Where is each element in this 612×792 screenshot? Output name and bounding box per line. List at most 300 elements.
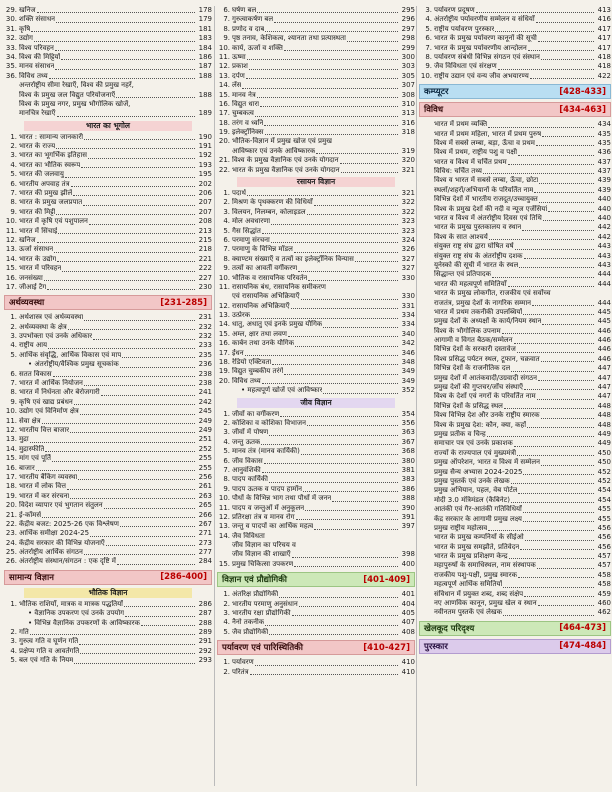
biology-list (217, 410, 415, 570)
dot-leader (341, 172, 398, 173)
entry-page: 455 (597, 505, 611, 514)
entry-number: 17. (5, 472, 17, 481)
entry-number: 11. (218, 52, 230, 61)
dot-leader (84, 139, 195, 140)
index-entry (217, 6, 415, 15)
dot-leader (271, 224, 398, 225)
entry-title: उत्प्रेरक (232, 311, 251, 320)
entry-page: 252 (198, 444, 212, 453)
entry-title: अंतर्राष्ट्रीय पर्यावरणीय सम्मेलन व संधियाँ (434, 15, 535, 24)
entry-page: 383 (401, 475, 415, 484)
entry-page: 449 (597, 439, 611, 448)
entry-title: अम्ल, क्षार तथा लवण (232, 329, 287, 338)
entry-page: 458 (597, 570, 611, 579)
entry-title: स्थलों/शहरों/अभियानों के परिवर्तित नाम (434, 185, 534, 194)
index-entry (419, 62, 611, 71)
entry-number: 22. (218, 165, 230, 174)
entry-page: 397 (401, 522, 415, 531)
entry-title: बाजार (19, 463, 35, 472)
entry-title: मोल अवधारणा (232, 217, 271, 226)
entry-number: 9. (10, 207, 17, 216)
entry-page: 334 (401, 311, 415, 320)
entry-number: 23. (5, 529, 17, 538)
entry-title: पदार्थ (232, 189, 246, 198)
entry-page: 227 (198, 273, 212, 282)
entry-page: 286 (198, 599, 212, 608)
index-entry (217, 283, 415, 292)
entry-number: 4. (425, 15, 432, 24)
dot-leader (323, 327, 398, 328)
index-entry (419, 468, 611, 477)
index-entry (419, 34, 611, 43)
dot-leader (305, 510, 398, 511)
index-entry (4, 435, 212, 444)
dot-leader (523, 474, 594, 475)
entry-title: मानव नेत्र (232, 90, 256, 99)
index-entry (217, 618, 415, 627)
index-entry (217, 550, 415, 559)
entry-page: 188 (198, 71, 212, 80)
entry-page: 401 (401, 590, 415, 599)
entry-title: रासायनिक बंध, रासायनिक समीकरण (232, 282, 326, 291)
entry-title: भारत के प्रमुख पुस्तकालय व स्थान (434, 223, 522, 232)
entry-title: भारत के प्रमुख समझौते, प्रतिवेदन (434, 542, 520, 551)
entry-page: 303 (401, 62, 415, 71)
entry-title: महापुरुषों के समाधिस्थल, नाम संस्थापक (434, 561, 536, 570)
entry-title: भारत : सामान्य जानकारी (19, 132, 84, 141)
entry-page: 238 (198, 369, 212, 378)
entry-page: 400 (401, 559, 415, 568)
dot-leader (340, 163, 398, 164)
entry-page: 417 (597, 34, 611, 43)
environment-list-cont (419, 6, 611, 81)
index-entry (217, 438, 415, 447)
entry-page: 295 (401, 6, 415, 14)
section-title: विज्ञान एवं प्रौद्योगिकी (222, 575, 287, 586)
index-entry (217, 198, 415, 207)
index-entry (4, 189, 212, 198)
entry-page: 184 (198, 43, 212, 52)
dot-leader (518, 577, 594, 578)
index-entry (217, 217, 415, 226)
dot-leader (523, 314, 594, 315)
index-entry (419, 317, 611, 326)
section-title: अर्थव्यवस्था (9, 298, 45, 309)
index-entry (419, 176, 611, 185)
entry-number: 31. (5, 24, 17, 33)
index-entry (4, 161, 212, 170)
index-entry (4, 245, 212, 254)
index-entry (419, 327, 611, 336)
section-title: पर्यावरण एवं पारिस्थितिकी (222, 643, 303, 654)
entry-page: 327 (401, 254, 415, 263)
index-entry (4, 332, 212, 341)
entry-page: 192 (198, 151, 212, 160)
entry-page: 349 (401, 376, 415, 385)
dot-leader (504, 408, 594, 409)
entry-page: 308 (401, 90, 415, 99)
entry-title: घर्षण बल (232, 6, 257, 14)
dot-leader (543, 220, 594, 221)
dot-leader (124, 606, 195, 607)
index-entry (217, 208, 415, 217)
entry-number: 4. (223, 618, 230, 627)
dot-leader (503, 587, 594, 588)
entry-page: 443 (597, 251, 611, 260)
entry-title: राजकीय पशु-पक्षी, प्रमुख स्मारक (434, 570, 517, 579)
entry-page: 313 (401, 109, 415, 118)
dot-leader (294, 566, 398, 567)
entry-number: 3. (10, 151, 17, 160)
entry-number: 3. (425, 6, 432, 14)
entry-page: 442 (597, 232, 611, 241)
entry-page: 191 (198, 142, 212, 151)
entry-page: 207 (198, 198, 212, 207)
entry-title: विश्व के प्रमुख देश: कौन, क्या, कहाँ (434, 420, 527, 429)
dot-leader (36, 470, 195, 471)
entry-number: 2. (223, 419, 230, 427)
dot-leader (262, 233, 398, 234)
entry-page: 455 (597, 514, 611, 523)
index-entry (4, 53, 212, 62)
entry-title: विभिन्न देशों में भारतीय राजदूत/उच्चायुक्त (434, 195, 538, 204)
index-entry (419, 148, 611, 157)
entry-title: प्रकाश (232, 62, 248, 71)
index-entry (217, 81, 415, 90)
dot-leader (522, 230, 594, 231)
entry-page: 447 (597, 392, 611, 401)
entry-title: विश्व में प्रथम, राष्ट्रीय पशु व पक्षी (434, 148, 518, 157)
index-entry (419, 439, 611, 448)
entry-page: 232 (198, 322, 212, 331)
entry-title: जीव विकास (232, 456, 263, 465)
entry-page: 287 (198, 609, 212, 618)
entry-title: प्रमुख देशों के अध्यक्षों के कार्य/नियम स्थान (434, 317, 542, 326)
dot-leader (288, 336, 398, 337)
entry-number: 16. (218, 99, 230, 108)
column-3 (416, 6, 611, 786)
entry-page: 440 (597, 214, 611, 223)
entry-page: 206 (198, 189, 212, 198)
entry-page: 439 (597, 176, 611, 185)
dot-leader (37, 12, 195, 13)
entry-page: 296 (401, 15, 415, 24)
entry-title: परमाणु संरचना (232, 235, 270, 244)
dot-leader (65, 177, 195, 178)
entry-title: केंद्र सरकार के आगामी प्रमुख लक्ष्य (434, 514, 522, 523)
index-entry (4, 609, 212, 618)
entry-page: 460 (597, 599, 611, 608)
entry-title: खनिज (19, 6, 36, 14)
entry-page: 454 (597, 486, 611, 495)
subsection-heading: जीव विज्ञान (237, 398, 395, 408)
index-entry (419, 289, 611, 298)
entry-page: 448 (597, 420, 611, 429)
entry-page: 202 (198, 179, 212, 188)
section-range: [428-433] (559, 86, 606, 97)
entry-title: विश्व के देशों एवं नगरों के परिवर्तित नाम (434, 392, 536, 401)
index-entry (4, 72, 212, 81)
entry-page: 230 (198, 282, 212, 291)
entry-number: 14. (218, 81, 230, 90)
entry-number: 15. (218, 559, 230, 568)
entry-page: 410 (401, 658, 415, 667)
entry-title: विद्युत धारा (232, 99, 260, 108)
entry-page: 440 (597, 195, 611, 204)
entry-page: 447 (597, 364, 611, 373)
entry-page: 447 (597, 373, 611, 382)
entry-title: ऊष्मा (232, 52, 246, 61)
entry-page: 263 (198, 491, 212, 500)
dot-leader (265, 31, 398, 32)
index-entry (4, 557, 212, 566)
entry-number: 6. (223, 235, 230, 244)
dot-leader (49, 78, 195, 79)
dot-leader (120, 526, 195, 527)
entry-title: भारतीय अपवाह तंत्र (19, 179, 70, 188)
entry-title: महत्वपूर्ण आर्थिक समितियाँ (434, 580, 503, 589)
dot-leader (508, 164, 594, 165)
index-entry (4, 6, 212, 15)
entry-title: भौतिक राशियाँ, मात्रक व मात्रक पद्धतियाँ (19, 599, 124, 608)
entry-number: 3. (223, 609, 230, 618)
index-entry (4, 313, 212, 322)
entry-title: भौतिक-विज्ञान में प्रमुख खोज एवं प्रमुख (232, 137, 332, 146)
entry-title: अंतर्राष्ट्रीय संस्थान/संगठन : एक दृष्टि में (19, 557, 116, 566)
entry-title: नए आणविक कानून, प्रमुख खेल व स्थान (434, 599, 537, 608)
dot-leader (523, 521, 594, 522)
entry-title: रासायनिक अभिक्रियाएँ (232, 301, 290, 310)
entry-page: 215 (198, 235, 212, 244)
index-entry (419, 477, 611, 486)
index-entry (217, 628, 415, 637)
entry-number: 15. (218, 90, 230, 99)
dot-leader (83, 205, 195, 206)
dot-leader (246, 78, 398, 79)
entry-page: 346 (401, 348, 415, 357)
dot-leader (296, 519, 398, 520)
entry-number: 11. (5, 226, 17, 235)
index-entry (419, 524, 611, 533)
dot-leader (503, 615, 594, 616)
entry-page: 298 (401, 34, 415, 43)
dot-leader (262, 472, 398, 473)
index-entry (4, 81, 212, 90)
dot-leader (530, 78, 594, 79)
dot-leader (56, 214, 195, 215)
dot-leader (274, 22, 398, 23)
entry-title: भारतीय बैंकिंग व्यवस्था (19, 472, 78, 481)
entry-number: 20. (218, 137, 230, 146)
entry-title: शक्ति संसाधन (19, 15, 56, 24)
economy-list (4, 313, 212, 567)
dot-leader (104, 508, 195, 509)
entry-number: 6. (10, 369, 17, 378)
section-range: [401-409] (363, 574, 410, 585)
physics-list-cont (217, 6, 415, 175)
index-entry (217, 189, 415, 198)
entry-title: भारतीय वित्त बाजार (19, 426, 70, 434)
entry-number: 12. (5, 235, 17, 244)
entry-title: भारत का भूगर्भिक इतिहास (19, 151, 87, 160)
index-entry (217, 457, 415, 466)
dot-leader (541, 59, 594, 60)
entry-title: भारत की जलवायु (19, 170, 64, 179)
subsection-heading: भारत का भूगोल (24, 121, 192, 131)
section-title: सामान्य विज्ञान (9, 572, 54, 583)
entry-title: पादप कार्यिकी (232, 475, 268, 484)
index-entry (419, 430, 611, 439)
dot-leader (120, 367, 195, 368)
entry-number: 17. (218, 348, 230, 357)
index-entry (419, 223, 611, 232)
dot-leader (80, 414, 195, 415)
dot-leader (106, 545, 195, 546)
entry-page: 444 (597, 298, 611, 307)
index-entry (419, 205, 611, 214)
entry-title: भारत के प्रमुख पर्यावरणीय आन्दोलन (434, 43, 527, 52)
entry-number: 1. (223, 658, 230, 667)
index-entry (4, 360, 212, 369)
dot-leader (542, 324, 594, 325)
index-entry (419, 411, 611, 420)
index-entry (4, 264, 212, 273)
index-entry (4, 379, 212, 388)
entry-page: 277 (198, 548, 212, 557)
index-entry (419, 571, 611, 580)
entry-title: अन्तर्राष्ट्रीय सीमा रेखाएँ, विश्व की प्रमुख नहरें, (19, 81, 134, 90)
dot-leader (307, 425, 398, 426)
dot-leader (511, 502, 594, 503)
entry-page: 436 (597, 148, 611, 157)
dot-leader (294, 252, 398, 253)
entry-page: 190 (198, 132, 212, 141)
index-entry (4, 492, 212, 501)
entry-number: 6. (10, 179, 17, 188)
entry-title: मानव तंत्र (मानव कार्यिकी) (232, 447, 300, 456)
dot-leader (265, 625, 398, 626)
entry-page: 207 (198, 207, 212, 216)
entry-page: 195 (198, 170, 212, 179)
index-entry (419, 590, 611, 599)
entry-number: 14. (218, 320, 230, 329)
entry-title: धातु, अधातु एवं इनके प्रमुख यौगिक (232, 320, 323, 329)
index-entry (4, 91, 212, 100)
index-entry (419, 580, 611, 589)
entry-number: 13. (218, 522, 230, 531)
entry-number: 4. (10, 341, 17, 350)
index-entry (217, 532, 415, 541)
entry-page: 299 (401, 43, 415, 52)
dot-leader (90, 536, 195, 537)
index-entry (419, 299, 611, 308)
entry-title: नवीनतम पुस्तकें एवं लेखक (434, 608, 503, 617)
section-header-economy (4, 295, 212, 310)
dot-leader (67, 489, 195, 490)
entry-number: 4. (10, 646, 17, 655)
index-entry (217, 513, 415, 522)
entry-page: 450 (597, 448, 611, 457)
entry-page: 331 (401, 301, 415, 310)
entry-page: 386 (401, 484, 415, 493)
dot-leader (242, 88, 398, 89)
dot-leader (511, 371, 594, 372)
dot-leader (483, 173, 594, 174)
dot-leader (262, 383, 398, 384)
entry-title: राजतंत्र, प्रमुख देशों के नागरिक सम्मान (434, 298, 532, 307)
dot-leader (539, 183, 594, 184)
entry-number: 8. (223, 254, 230, 263)
entry-title: • अंतर्राष्ट्रीय/वैश्विक प्रमुख सूचकांक (28, 360, 119, 369)
index-entry (217, 62, 415, 71)
entry-number: 6. (223, 456, 230, 465)
index-entry (217, 339, 415, 348)
entry-page: 417 (597, 43, 611, 52)
index-entry (217, 137, 415, 146)
index-entry (4, 142, 212, 151)
dot-leader (508, 286, 594, 287)
entry-title: नैनो तकनीक (232, 618, 265, 627)
entry-title: विश्व के भौगोलिक उपनाम (434, 326, 501, 335)
entry-title: एवं रासायनिक अभिक्रियाएँ (232, 292, 300, 301)
index-entry (4, 236, 212, 245)
dot-leader (514, 446, 594, 447)
entry-page: 404 (401, 599, 415, 608)
entry-page: 446 (597, 345, 611, 354)
entry-number: 21. (218, 156, 230, 165)
dot-leader (332, 501, 398, 502)
entry-page: 342 (401, 339, 415, 348)
entry-number: 11. (5, 416, 17, 425)
entry-page: 319 (401, 146, 415, 155)
index-entry (217, 367, 415, 376)
index-entry (4, 255, 212, 264)
entry-title: • विभिन्न वैज्ञानिक उपकरणों के आविष्कारक (28, 618, 140, 627)
dot-leader (88, 158, 195, 159)
entry-title: विश्व व भारत में सबसे लम्बा, ऊँचा, छोटा (434, 176, 539, 185)
index-entry (4, 323, 212, 332)
entry-title: भारत में सिंचाई (19, 226, 58, 235)
index-entry (217, 245, 415, 254)
index-entry (217, 25, 415, 34)
index-entry (4, 44, 212, 53)
entry-page: 442 (597, 223, 611, 232)
entry-number: 11. (218, 503, 230, 512)
index-entry (419, 53, 611, 62)
entry-title: कृषि एवं खाद्य प्रबंधन (19, 397, 73, 406)
dot-leader (42, 423, 195, 424)
entry-page: 291 (198, 637, 212, 646)
entry-title: मानव संसाधन (19, 62, 55, 71)
entry-number: 8. (223, 475, 230, 484)
entry-title: भौतिक व रासायनिक परिवर्तन (232, 273, 308, 282)
environment-list (217, 658, 415, 677)
entry-title: विश्व की मिट्टियाँ (19, 52, 61, 61)
index-entry (419, 139, 611, 148)
entry-page: 232 (198, 332, 212, 341)
dot-leader (308, 280, 398, 281)
index-entry (419, 252, 611, 261)
entry-title: भारत में प्रथम व्यक्ति (434, 120, 488, 129)
dot-leader (264, 463, 398, 464)
index-entry (419, 496, 611, 505)
dot-leader (284, 50, 398, 51)
entry-number: 17. (218, 109, 230, 118)
section-range: [464-473] (559, 623, 606, 634)
index-entry (4, 426, 212, 435)
entry-title: गति (19, 628, 29, 637)
section-title: विविध (424, 105, 444, 116)
